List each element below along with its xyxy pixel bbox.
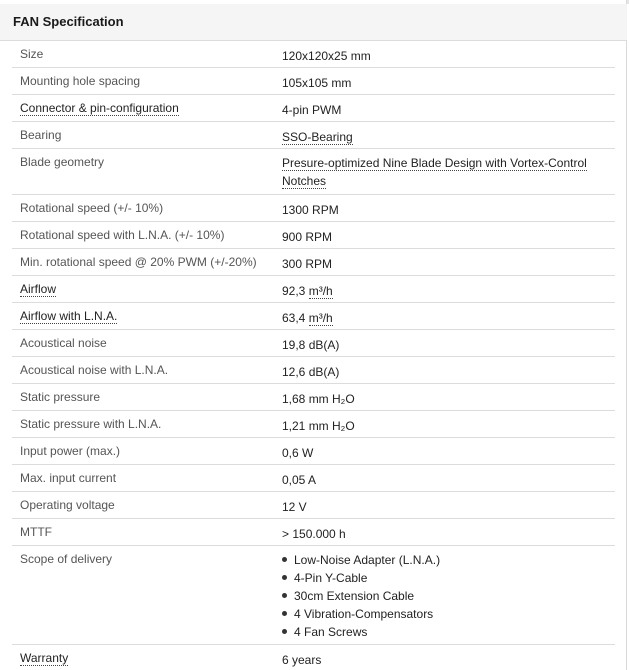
spec-value: 4-pin PWM: [282, 103, 342, 117]
spec-label: Operating voltage: [20, 498, 115, 512]
spec-row-warranty: [12, 645, 615, 669]
spec-value: 6 years: [282, 653, 322, 667]
spec-row-operating-voltage: [12, 492, 615, 519]
list-item: [282, 605, 602, 623]
panel-title: FAN Specification: [13, 14, 124, 29]
spec-row-static-pressure: [12, 384, 615, 411]
delivery-item: 30cm Extension Cable: [294, 589, 415, 603]
spec-label: Static pressure with L.N.A.: [20, 417, 162, 431]
spec-label: Acoustical noise: [20, 336, 107, 350]
spec-row-connector: [12, 95, 615, 122]
spec-row-acoustical-noise: [12, 330, 615, 357]
airflow-lna-help-link[interactable]: Airflow with L.N.A.: [20, 309, 118, 323]
spec-label: Rotational speed (+/- 10%): [20, 201, 164, 215]
spec-label: Bearing: [20, 128, 62, 142]
spec-row-airflow: [12, 276, 615, 303]
airflow-help-link[interactable]: Airflow: [20, 282, 57, 296]
spec-value: 19,8 dB(A): [282, 338, 340, 352]
spec-row-airflow-lna: [12, 303, 615, 330]
bullet-icon: [282, 611, 287, 616]
spec-row-acoustical-noise-lna: [12, 357, 615, 384]
spec-value: 0,6 W: [282, 446, 314, 460]
spec-value: 105x105 mm: [282, 76, 352, 90]
spec-label: Min. rotational speed @ 20% PWM (+/-20%): [20, 255, 257, 269]
airflow-unit-link[interactable]: m³/h: [308, 284, 333, 298]
spec-label: Rotational speed with L.N.A. (+/- 10%): [20, 228, 225, 242]
list-item: [282, 569, 602, 587]
spec-label: MTTF: [20, 525, 52, 539]
spec-value: 12,6 dB(A): [282, 365, 340, 379]
spec-value: 120x120x25 mm: [282, 49, 371, 63]
delivery-item: 4-Pin Y-Cable: [294, 571, 368, 585]
connector-help-link[interactable]: Connector & pin-configuration: [20, 101, 179, 115]
spec-label: Acoustical noise with L.N.A.: [20, 363, 169, 377]
spec-value: 900 RPM: [282, 230, 333, 244]
spec-row-min-rotational-speed: [12, 249, 615, 276]
spec-row-blade-geometry: [12, 149, 615, 195]
spec-value-airflow: [282, 282, 602, 300]
spec-label-connector: [20, 101, 179, 115]
spec-row-bearing: [12, 122, 615, 149]
spec-label-airflow-lna: [20, 309, 117, 323]
spec-value: 12 V: [282, 500, 307, 514]
bullet-icon: [282, 575, 287, 580]
list-item: [282, 587, 602, 605]
spec-value: 300 RPM: [282, 257, 333, 271]
delivery-list-wrapper: [282, 551, 602, 641]
spec-label: Static pressure: [20, 390, 101, 404]
spec-value: 0,05 A: [282, 473, 317, 487]
spec-row-mttf: [12, 519, 615, 546]
bullet-icon: [282, 593, 287, 598]
spec-value: 1,68 mm H₂O: [282, 392, 355, 406]
spec-row-static-pressure-lna: [12, 411, 615, 438]
spec-label: Scope of delivery: [20, 552, 113, 566]
airflow-lna-number: 63,4: [282, 311, 306, 325]
airflow-number: 92,3: [282, 284, 306, 298]
delivery-item: Low-Noise Adapter (L.N.A.): [294, 553, 441, 567]
spec-row-rotational-speed: [12, 195, 615, 222]
delivery-item: 4 Vibration-Compensators: [294, 607, 434, 621]
spec-row-input-power: [12, 438, 615, 465]
spec-table: [12, 41, 615, 669]
spec-value-bearing: [282, 128, 602, 146]
spec-row-size: [12, 41, 615, 68]
panel-header: [0, 4, 627, 41]
delivery-item: 4 Fan Screws: [294, 625, 368, 639]
spec-row-max-input-current: [12, 465, 615, 492]
spec-value: 1300 RPM: [282, 203, 339, 217]
spec-value-airflow-lna: [282, 309, 602, 327]
blade-geometry-help-link[interactable]: Presure-optimized Nine Blade Design with Vortex-Control Notches: [282, 156, 587, 188]
spec-label-warranty: [20, 651, 68, 665]
spec-label: Max. input current: [20, 471, 117, 485]
spec-label: Input power (max.): [20, 444, 121, 458]
spec-label: Size: [20, 47, 44, 61]
bullet-icon: [282, 629, 287, 634]
bearing-help-link[interactable]: SSO-Bearing: [282, 130, 353, 144]
spec-value: > 150.000 h: [282, 527, 346, 541]
spec-row-mounting-hole-spacing: [12, 68, 615, 95]
list-item: [282, 551, 602, 569]
spec-value-blade-geometry: [282, 154, 602, 190]
airflow-lna-unit-link[interactable]: m³/h: [308, 311, 333, 325]
spec-value: 1,21 mm H₂O: [282, 419, 355, 433]
spec-row-scope-of-delivery: [12, 546, 615, 645]
spec-label-airflow: [20, 282, 56, 296]
spec-label: Mounting hole spacing: [20, 74, 141, 88]
spec-row-rotational-speed-lna: [12, 222, 615, 249]
list-item: [282, 623, 602, 641]
warranty-help-link[interactable]: Warranty: [20, 651, 69, 665]
spec-label: Blade geometry: [20, 155, 105, 169]
bullet-icon: [282, 557, 287, 562]
delivery-list: [282, 551, 602, 641]
